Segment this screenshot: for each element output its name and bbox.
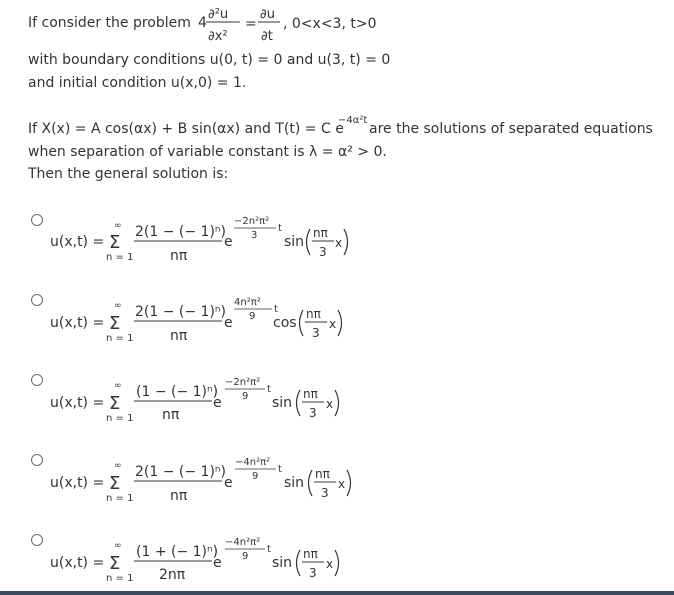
pde-denominator-right: ∂t xyxy=(261,29,273,44)
sum-lower-limit: n = 1 xyxy=(106,252,134,263)
pde-domain: , 0<x<3, t>0 xyxy=(283,16,377,32)
exponential-e: e xyxy=(224,475,233,491)
argument-numerator: nπ xyxy=(303,387,318,401)
sum-upper-limit: ∞ xyxy=(114,541,122,551)
exponent-numerator: −2n²π² xyxy=(234,216,270,227)
exponent-numerator: −4n²π² xyxy=(235,457,271,468)
pde-numerator-left: ∂²u xyxy=(208,7,229,22)
exponent-t: t xyxy=(278,464,282,475)
pde-equals: = xyxy=(245,16,257,32)
exponent-denominator: 9 xyxy=(249,311,256,322)
exponential-e: e xyxy=(224,234,233,250)
option-lhs: u(x,t) = xyxy=(50,555,105,571)
sum-upper-limit: ∞ xyxy=(114,221,122,231)
exponent-denominator: 9 xyxy=(252,471,259,482)
coefficient-denominator: nπ xyxy=(170,328,188,344)
sum-upper-limit: ∞ xyxy=(114,301,122,311)
general-solution-prompt: Then the general solution is: xyxy=(28,166,229,182)
option-lhs: u(x,t) = xyxy=(50,315,105,331)
sum-sigma: Σ xyxy=(109,232,121,253)
argument-denominator: 3 xyxy=(319,245,327,259)
pde-denominator-left: ∂x² xyxy=(208,29,228,44)
sum-lower-limit: n = 1 xyxy=(106,493,134,504)
sum-lower-limit: n = 1 xyxy=(106,573,134,584)
exponent-t: t xyxy=(274,304,278,315)
trig-function: sin xyxy=(284,475,305,491)
coefficient-denominator: nπ xyxy=(170,248,188,264)
exponential-e: e xyxy=(224,315,233,331)
argument-numerator: nπ xyxy=(313,226,328,240)
argument-denominator: 3 xyxy=(312,326,320,340)
exponential-e: e xyxy=(213,395,222,411)
option-lhs: u(x,t) = xyxy=(50,395,105,411)
separation-exponent: −4α²t xyxy=(338,115,368,126)
exponent-denominator: 9 xyxy=(242,391,249,402)
argument-x: x xyxy=(338,477,346,491)
sum-lower-limit: n = 1 xyxy=(106,333,134,344)
sum-sigma: Σ xyxy=(109,393,121,414)
exponential-e: e xyxy=(213,555,222,571)
argument-denominator: 3 xyxy=(321,486,329,500)
coefficient-denominator: 2nπ xyxy=(159,567,186,583)
argument-denominator: 3 xyxy=(309,566,317,580)
exponent-t: t xyxy=(267,384,271,395)
separation-solutions-end: are the solutions of separated equations xyxy=(369,121,653,137)
argument-numerator: nπ xyxy=(303,547,318,561)
coefficient-numerator: 2(1 − (− 1)ⁿ) xyxy=(135,464,226,480)
coefficient-numerator: (1 − (− 1)ⁿ) xyxy=(136,384,219,400)
sum-lower-limit: n = 1 xyxy=(106,413,134,424)
exponent-numerator: −2n²π² xyxy=(225,377,261,388)
pde-numerator-right: ∂u xyxy=(260,7,275,22)
coefficient-numerator: 2(1 − (− 1)ⁿ) xyxy=(135,304,226,320)
coefficient-denominator: nπ xyxy=(170,488,188,504)
trig-function: sin xyxy=(272,395,293,411)
option-lhs: u(x,t) = xyxy=(50,234,105,250)
exponent-t: t xyxy=(267,544,271,555)
argument-denominator: 3 xyxy=(309,406,317,420)
trig-function: sin xyxy=(284,234,305,250)
exponent-numerator: 4n²π² xyxy=(234,297,261,308)
exponent-numerator: −4n²π² xyxy=(225,537,261,548)
sum-sigma: Σ xyxy=(109,473,121,494)
separation-constant: when separation of variable constant is λ = α² > 0. xyxy=(28,144,387,160)
option-lhs: u(x,t) = xyxy=(50,475,105,491)
trig-function: sin xyxy=(272,555,293,571)
exponent-t: t xyxy=(278,223,282,234)
argument-x: x xyxy=(329,317,337,331)
exponent-denominator: 3 xyxy=(251,230,258,241)
exponent-denominator: 9 xyxy=(242,551,249,562)
problem-intro: If consider the problem xyxy=(28,15,191,31)
sum-upper-limit: ∞ xyxy=(114,381,122,391)
initial-condition: and initial condition u(x,0) = 1. xyxy=(28,75,247,91)
pde-coefficient: 4 xyxy=(198,15,207,31)
trig-function: cos xyxy=(273,315,297,331)
sum-sigma: Σ xyxy=(109,553,121,574)
argument-numerator: nπ xyxy=(315,467,330,481)
argument-numerator: nπ xyxy=(306,307,321,321)
separation-solutions: If X(x) = A cos(αx) + B sin(αx) and T(t) = C e xyxy=(28,121,344,137)
paren-left xyxy=(297,550,301,576)
coefficient-numerator: (1 + (− 1)ⁿ) xyxy=(136,544,219,560)
paren-right xyxy=(335,550,339,576)
bottom-bar xyxy=(0,591,674,595)
boundary-conditions: with boundary conditions u(0, t) = 0 and u(3, t) = 0 xyxy=(28,52,391,68)
coefficient-denominator: nπ xyxy=(162,407,180,423)
argument-x: x xyxy=(326,557,334,571)
argument-x: x xyxy=(326,397,334,411)
argument-x: x xyxy=(335,236,343,250)
sum-upper-limit: ∞ xyxy=(114,461,122,471)
sum-sigma: Σ xyxy=(109,313,121,334)
coefficient-numerator: 2(1 − (− 1)ⁿ) xyxy=(135,224,226,240)
